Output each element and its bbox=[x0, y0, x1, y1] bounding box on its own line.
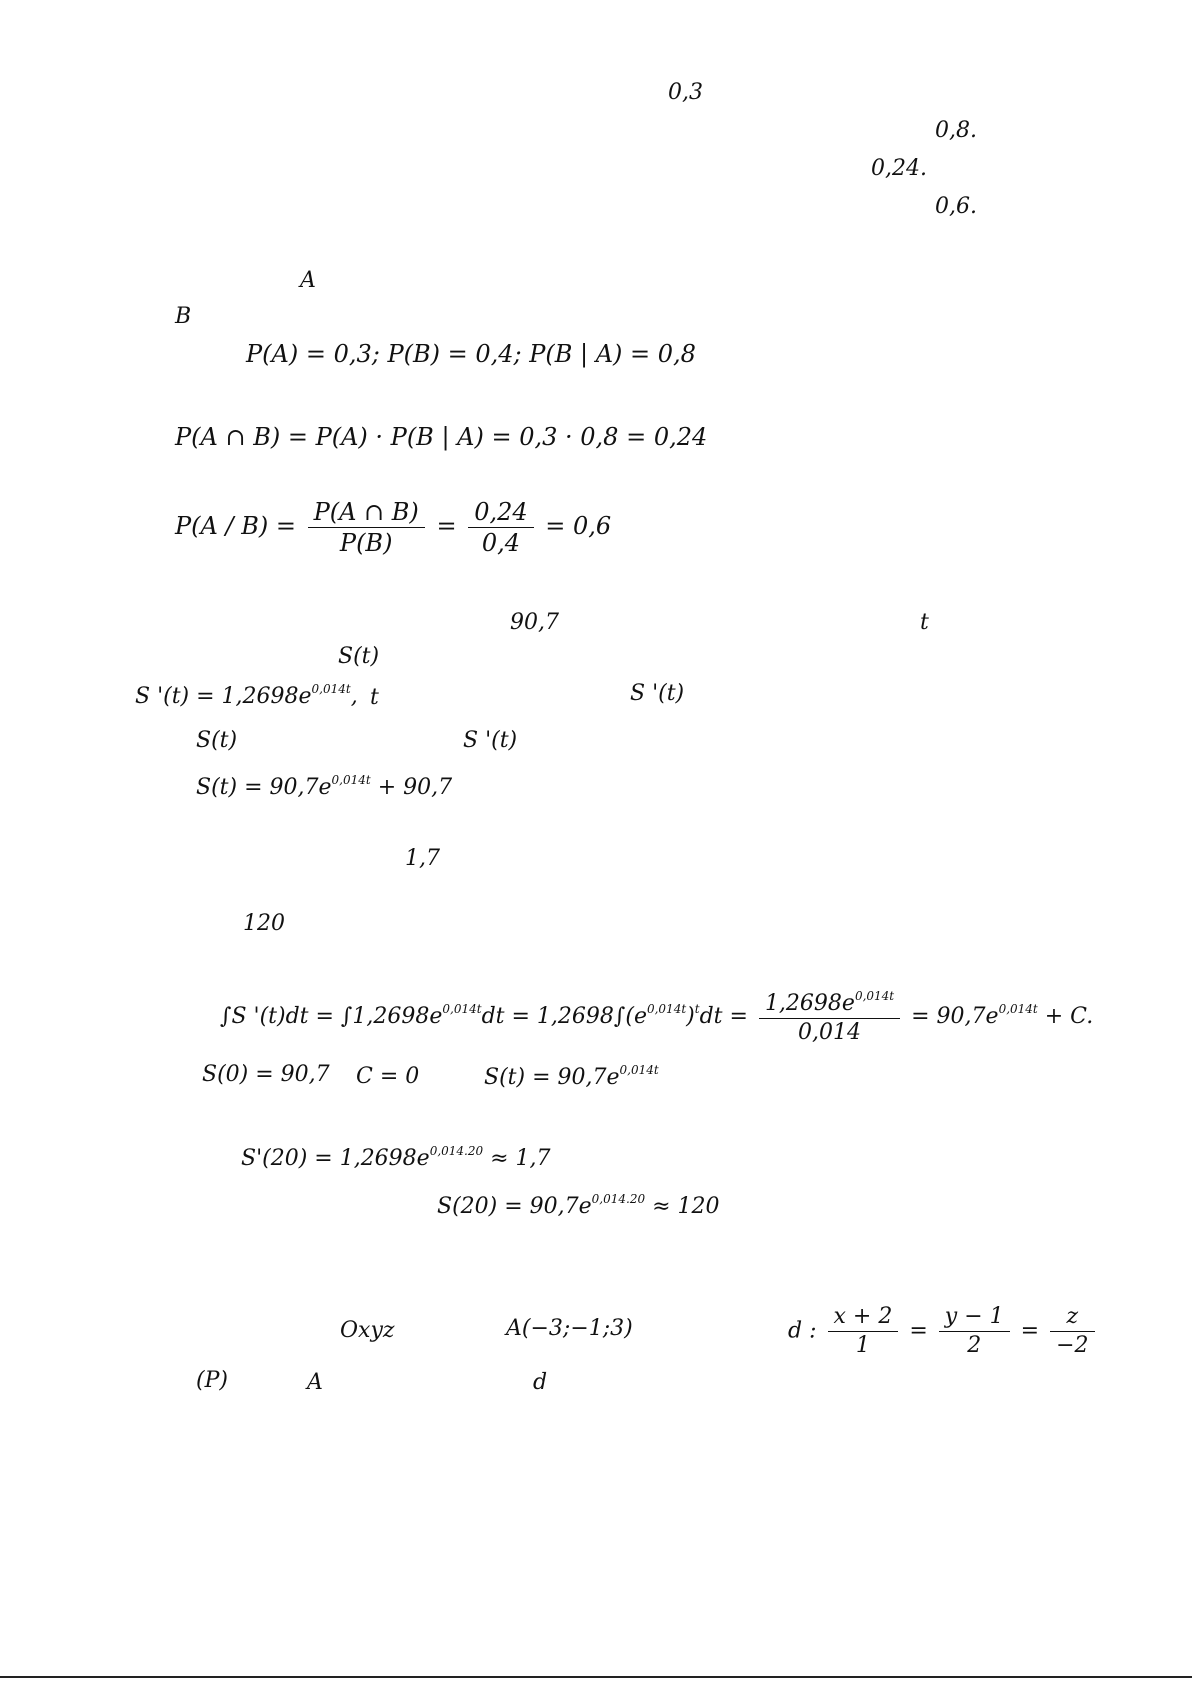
conditional-result: = 0,6 bbox=[545, 512, 612, 540]
rate-value: 1,7 bbox=[405, 846, 440, 871]
s-prime-of-t-2: S '(t) bbox=[463, 728, 518, 753]
line-numerator-z: z bbox=[1050, 1306, 1094, 1332]
event-a-label: A bbox=[300, 268, 316, 293]
equals-sign-1: = bbox=[909, 1318, 928, 1344]
integral-fraction-denominator: 0,014 bbox=[798, 1020, 862, 1045]
initial-value: 90,7 bbox=[510, 610, 559, 635]
integral-result-tail: + C. bbox=[1037, 1004, 1094, 1029]
derivative-comma: , bbox=[350, 684, 358, 709]
equals-sign: = bbox=[436, 512, 457, 540]
line-denominator-z: −2 bbox=[1056, 1333, 1089, 1358]
conditional-numerator: P(A ∩ B) bbox=[308, 500, 425, 528]
integral-fraction bbox=[759, 990, 900, 1044]
conditional-fraction bbox=[308, 500, 425, 555]
integral-fraction-num-exponent: 0,014t bbox=[854, 989, 895, 1003]
integral-formula bbox=[220, 990, 1093, 1044]
integral-exponent-3: t bbox=[694, 1002, 700, 1016]
line-numerator-x: x + 2 bbox=[828, 1306, 899, 1332]
solution-base: S(t) = 90,7e bbox=[484, 1065, 620, 1090]
amount-value: 120 bbox=[243, 911, 285, 936]
event-b-label: B bbox=[175, 304, 192, 329]
integral-part-4: dt = bbox=[699, 1004, 748, 1029]
amount-calc-tail: ≈ 120 bbox=[645, 1194, 720, 1219]
p-b-given-a-value: 0,8. bbox=[935, 118, 977, 143]
conditional-formula bbox=[175, 500, 611, 555]
amount-calc-base: S(20) = 90,7e bbox=[437, 1194, 592, 1219]
line-denominator-y: 2 bbox=[967, 1333, 982, 1358]
integral-fraction-numerator bbox=[759, 990, 900, 1019]
s-of-t-2: S(t) bbox=[196, 728, 238, 753]
line-denominator-x: 1 bbox=[855, 1333, 870, 1358]
derivative-exponent: 0,014t bbox=[311, 682, 351, 696]
wrong-answer-base: S(t) = 90,7e bbox=[196, 775, 332, 800]
s-prime-of-t: S '(t) bbox=[630, 681, 685, 706]
wrong-answer-tail: + 90,7 bbox=[370, 775, 453, 800]
amount-calculation bbox=[437, 1193, 720, 1218]
solution-formula bbox=[484, 1064, 659, 1089]
p-a-and-b-value: 0,24. bbox=[871, 156, 927, 181]
line-equation bbox=[788, 1306, 1099, 1357]
line-fraction-x bbox=[828, 1306, 899, 1357]
wrong-answer-formula bbox=[196, 774, 452, 799]
t-variable: t bbox=[920, 610, 929, 635]
initial-condition: S(0) = 90,7 bbox=[202, 1062, 330, 1087]
solution-exponent: 0,014t bbox=[619, 1063, 659, 1077]
line-numerator-y: y − 1 bbox=[939, 1306, 1010, 1332]
intersection-formula: P(A ∩ B) = P(A) · P(B | A) = 0,3 · 0,8 = 0,24 bbox=[175, 423, 708, 451]
rate-calc-exponent: 0,014.20 bbox=[429, 1144, 484, 1158]
line-fraction-z bbox=[1050, 1306, 1094, 1357]
integral-result-exponent: 0,014t bbox=[998, 1002, 1038, 1016]
t-variable-2: t bbox=[370, 685, 379, 710]
line-prefix: d : bbox=[788, 1318, 817, 1344]
conditional-denominator-value: 0,4 bbox=[481, 529, 520, 557]
s-of-t: S(t) bbox=[338, 644, 380, 669]
integral-part-3: ) bbox=[686, 1004, 695, 1029]
rate-calc-base: S'(20) = 1,2698e bbox=[241, 1146, 430, 1171]
c-value: C = 0 bbox=[356, 1064, 420, 1089]
amount-calc-exponent: 0,014.20 bbox=[591, 1192, 646, 1206]
derivative-base: S '(t) = 1,2698e bbox=[135, 684, 312, 709]
equals-sign-2: = bbox=[1020, 1318, 1040, 1344]
coordinate-system: Oxyz bbox=[340, 1318, 395, 1343]
p-a-value: 0,3 bbox=[668, 80, 703, 105]
wrong-answer-exponent: 0,014t bbox=[331, 773, 371, 787]
p-a-given-b-value: 0,6. bbox=[935, 194, 977, 219]
page-bottom-border bbox=[0, 1676, 1192, 1678]
line-d-label: d bbox=[533, 1370, 548, 1395]
conditional-fraction-values bbox=[468, 500, 533, 555]
integral-fraction-num-base: 1,2698e bbox=[764, 991, 855, 1016]
integral-part-1: ∫S '(t)dt = ∫1,2698e bbox=[220, 1004, 443, 1029]
integral-result-base: = 90,7e bbox=[911, 1004, 999, 1029]
plane-label: (P) bbox=[196, 1368, 228, 1393]
point-a-coordinates: A(−3;−1;3) bbox=[506, 1316, 633, 1341]
rate-calc-tail: ≈ 1,7 bbox=[483, 1146, 551, 1171]
integral-exponent-1: 0,014t bbox=[442, 1002, 482, 1016]
integral-part-2: dt = 1,2698∫(e bbox=[481, 1004, 647, 1029]
rate-calculation bbox=[241, 1145, 551, 1170]
point-a-label: A bbox=[307, 1370, 323, 1395]
integral-exponent-2: 0,014t bbox=[646, 1002, 687, 1016]
derivative-formula bbox=[135, 683, 358, 708]
given-probabilities: P(A) = 0,3; P(B) = 0,4; P(B | A) = 0,8 bbox=[246, 340, 696, 368]
conditional-numerator-value: 0,24 bbox=[468, 500, 533, 528]
line-fraction-y bbox=[939, 1306, 1010, 1357]
conditional-denominator: P(B) bbox=[339, 529, 393, 557]
conditional-lhs: P(A / B) = bbox=[175, 512, 296, 540]
